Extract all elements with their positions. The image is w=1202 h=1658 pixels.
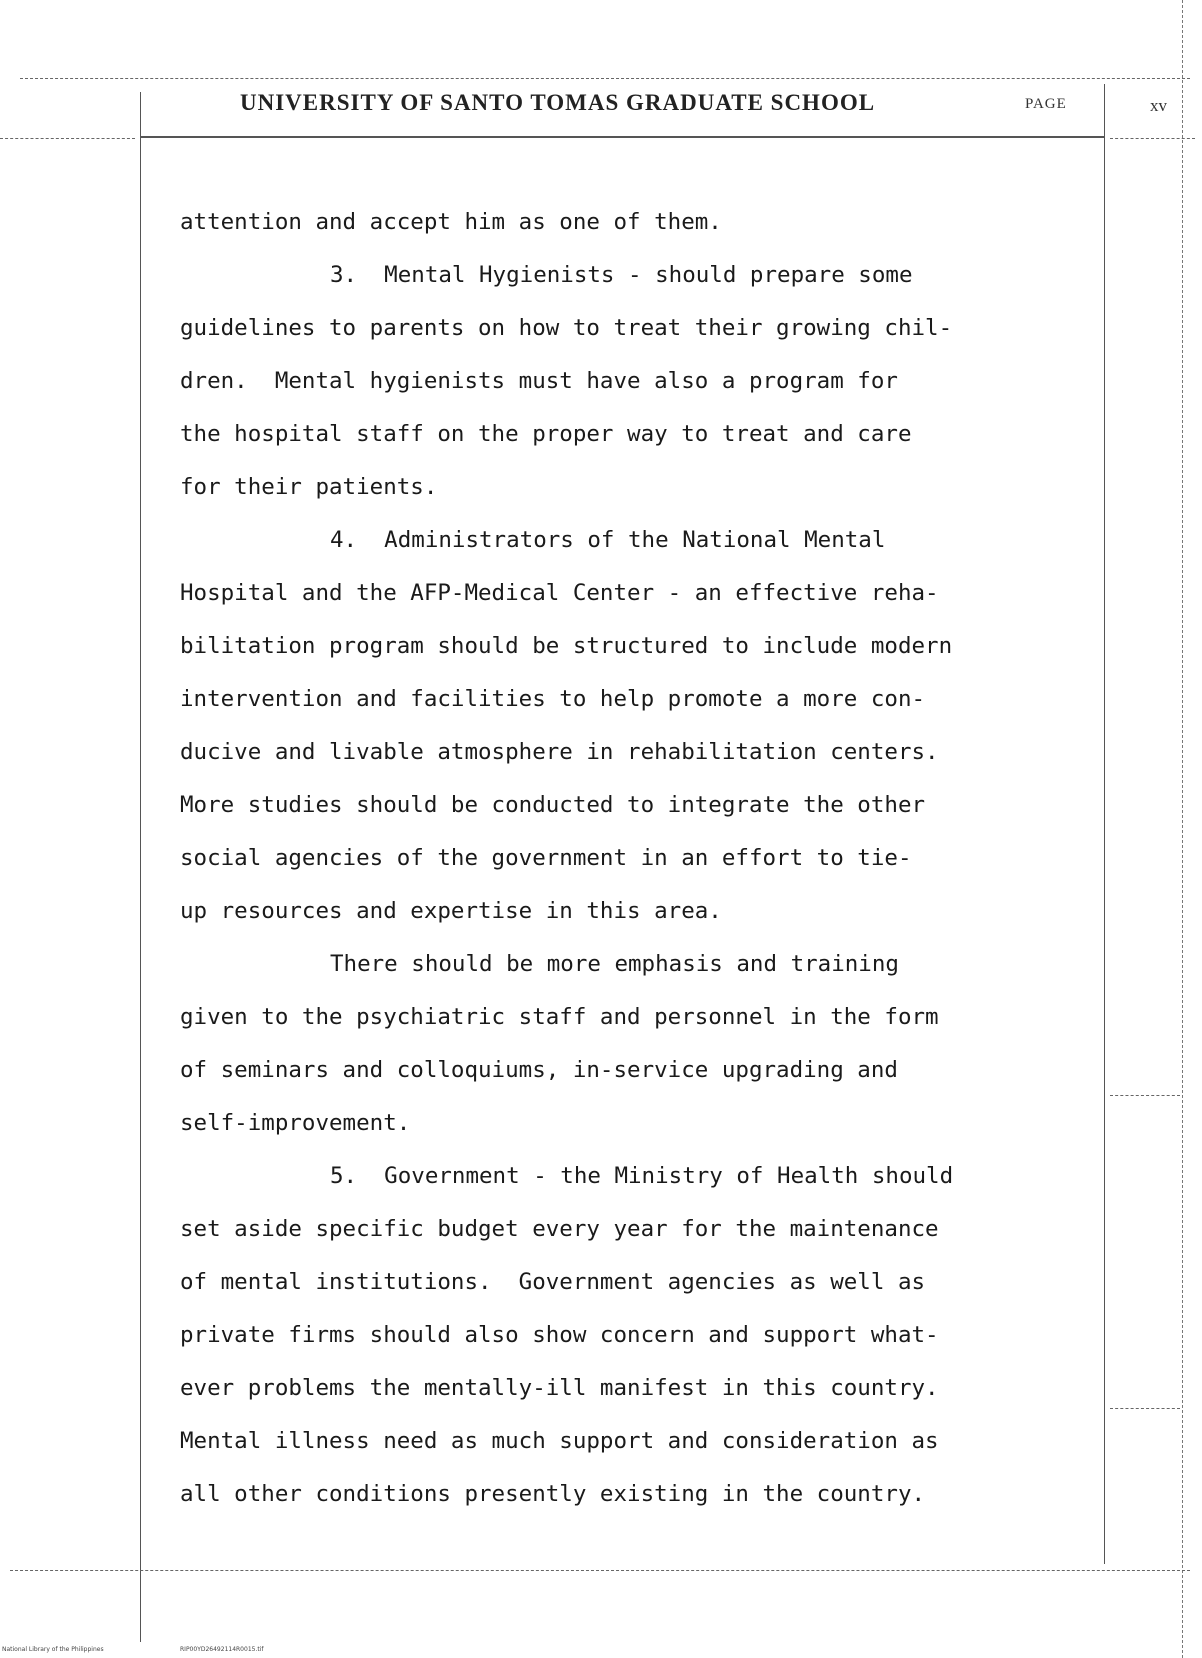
text-line: 5. Government - the Ministry of Health should (330, 1163, 954, 1189)
text-line: Hospital and the AFP-Medical Center - an effective reha- (180, 580, 939, 606)
text-line: of seminars and colloquiums, in-service upgrading and (180, 1057, 898, 1083)
text-line: attention and accept him as one of them. (180, 209, 722, 235)
left-margin-line (140, 92, 141, 1642)
text-line: social agencies of the government in an effort to tie- (180, 845, 912, 871)
text-line: private firms should also show concern and support what- (180, 1322, 939, 1348)
text-line: for their patients. (180, 474, 438, 500)
page-number: xv (1150, 96, 1167, 115)
header-underline-left (0, 138, 135, 139)
text-line: the hospital staff on the proper way to treat and care (180, 421, 912, 447)
text-line: set aside specific budget every year for the maintenance (180, 1216, 939, 1242)
text-line: There should be more emphasis and training (330, 951, 899, 977)
right-margin-mark-2 (1110, 1408, 1180, 1409)
header-page-label: PAGE (1025, 96, 1067, 112)
text-line: up resources and expertise in this area. (180, 898, 722, 924)
text-line: More studies should be conducted to integrate the other (180, 792, 926, 818)
text-line: of mental institutions. Government agencies as well as (180, 1269, 926, 1295)
header-underline (140, 136, 1105, 138)
text-line: bilitation program should be structured to include modern (180, 633, 953, 659)
text-line: 4. Administrators of the National Mental (330, 527, 886, 553)
header-title: UNIVERSITY OF SANTO TOMAS GRADUATE SCHOOL (240, 90, 876, 115)
text-line: given to the psychiatric staff and personnel in the form (180, 1004, 939, 1030)
text-line: self-improvement. (180, 1110, 411, 1136)
text-line: guidelines to parents on how to treat their growing chil- (180, 315, 953, 341)
right-margin-mark-1 (1110, 1095, 1180, 1096)
body-text (180, 196, 1100, 1521)
top-border-line (20, 78, 1190, 79)
footer-library-note: National Library of the Philippines (2, 1646, 104, 1653)
right-edge-line (1182, 0, 1183, 1658)
text-line: all other conditions presently existing in the country. (180, 1481, 926, 1507)
bottom-border-line (10, 1570, 1190, 1571)
text-line: intervention and facilities to help promote a more con- (180, 686, 926, 712)
text-line: 3. Mental Hygienists - should prepare some (330, 262, 913, 288)
text-line: dren. Mental hygienists must have also a program for (180, 368, 898, 394)
right-margin-line (1104, 84, 1105, 1564)
text-line: ever problems the mentally-ill manifest in this country. (180, 1375, 939, 1401)
text-line: Mental illness need as much support and consideration as (180, 1428, 939, 1454)
footer-file-ref: RIP00YD26492114R0015.tif (180, 1646, 264, 1653)
text-line: ducive and livable atmosphere in rehabilitation centers. (180, 739, 939, 765)
